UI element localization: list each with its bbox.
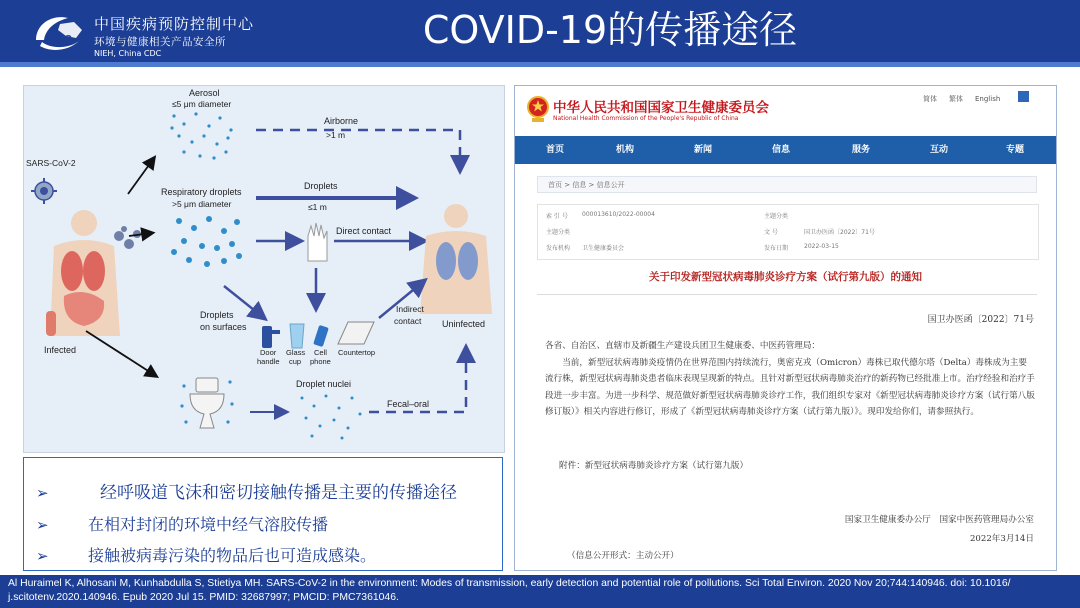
respiratory-droplet-particles xyxy=(171,216,242,267)
key-point-text: 在相对封闭的环境中经气溶胶传播 xyxy=(88,515,329,534)
org-name-en: NIEH, China CDC xyxy=(94,49,162,58)
key-point-1 xyxy=(36,478,457,503)
glass-label-1: Glass xyxy=(286,348,306,357)
disclosure-form: （信息公开形式：主动公开） xyxy=(567,551,679,561)
infected-person-icon xyxy=(46,210,141,336)
key-point-text: 接触被病毒污染的物品后也可造成感染。 xyxy=(88,546,377,565)
logo-text: CDC xyxy=(50,34,72,45)
document-title: 关于印发新型冠状病毒肺炎诊疗方案（试行第九版）的通知 xyxy=(649,271,922,283)
nav-topics[interactable]: 专题 xyxy=(1005,145,1025,155)
direct-contact-label: Direct contact xyxy=(336,226,392,236)
aerosol-particles xyxy=(170,112,232,159)
nav-information[interactable]: 信息 xyxy=(771,145,791,155)
infected-label: Infected xyxy=(44,345,77,355)
surfaces-label-2: on surfaces xyxy=(200,322,247,332)
resp-droplets-size-label: >5 μm diameter xyxy=(172,199,232,209)
attachment-link[interactable]: 附件：新型冠状病毒肺炎诊疗方案（试行第九版） xyxy=(559,461,749,471)
divider xyxy=(537,294,1037,295)
nhc-name-cn: 中华人民共和国国家卫生健康委员会 xyxy=(553,100,769,116)
national-emblem-icon xyxy=(527,94,549,124)
key-points-box xyxy=(23,457,503,571)
key-point-text: 经呼吸道飞沫和密切接触传播是主要的传播途径 xyxy=(100,483,457,503)
to-aerosol-arrow xyxy=(128,158,154,194)
nav-services[interactable]: 服务 xyxy=(851,145,871,155)
toplink-traditional[interactable]: 繁体 xyxy=(949,95,963,103)
body-paragraph: 当前，新型冠状病毒肺炎疫情仍在世界范围内持续流行，奥密克戎（Omicron）毒株已取代德尔塔（Delta）毒株成为主要流行株，新型冠状病毒肺炎患者临床表现呈现新的特点。且针对新型冠状病毒肺炎治疗的新药物已经批准上市。治疗经验和治疗手段进一步丰富。为进一步科学、规范做好新型冠状病毒肺炎诊疗工作，我们组织专家对《新型冠状病毒肺炎诊疗方案（试行第八版修订版）》相关内容进行修订，形成了《新型冠状病毒肺炎诊疗方案（试行第九版）》。现印发给你们，请参照执行。 xyxy=(545,357,1035,417)
citation-text: Al Huraimel K, Alhosani M, Kunhabdulla S, Stietiya MH. SARS-CoV-2 in the environment: Modes of transmission, early detection and potential role of pollutions. Sci Total Environ. 2020 Nov 20;744:140946. doi: 10.1016/ j.scitotenv.2020.140946. Epub 2020 Jul 15. PMID: 32687997; PMCID: PMC7361046. xyxy=(8,578,1011,603)
countertop-icon xyxy=(338,322,374,344)
issuing-office: 国家卫生健康委办公厅 国家中医药管理局办公室 xyxy=(844,515,1034,525)
header-band xyxy=(0,62,1080,67)
document-body xyxy=(545,338,1035,421)
nav-home[interactable]: 首页 xyxy=(545,145,565,155)
surfaces-label-1: Droplets xyxy=(200,310,234,320)
hand-icon xyxy=(308,223,327,261)
meta-docno-value: 国卫办医函〔2022〕71号 xyxy=(804,229,875,236)
meta-date-value: 2022-03-15 xyxy=(804,243,839,250)
door-label-2: handle xyxy=(257,357,280,366)
glass-label-2: cup xyxy=(289,357,302,366)
cell-label-1: Cell xyxy=(314,348,327,357)
to-fecal-arrow xyxy=(86,331,156,376)
top-links xyxy=(923,94,1012,104)
transmission-diagram xyxy=(23,85,505,453)
document-metadata xyxy=(537,204,1039,260)
meta-index-label: 索 引 号 xyxy=(546,213,568,220)
indirect-contact-label-2: contact xyxy=(394,316,422,326)
indirect-contact-label-1: Indirect xyxy=(396,304,424,314)
door-handle-icon xyxy=(262,326,280,348)
key-point-2 xyxy=(36,512,328,535)
glass-cup-icon xyxy=(290,324,304,348)
droplet-nuclei-particles xyxy=(301,395,362,440)
resp-droplets-label: Respiratory droplets xyxy=(161,187,242,197)
bullet-arrow-icon: ➢ xyxy=(36,547,49,565)
accessibility-icon[interactable] xyxy=(1018,91,1029,102)
uninfected-label: Uninfected xyxy=(442,319,486,329)
virus-icon xyxy=(31,178,57,204)
aerosol-size-label: ≤5 μm diameter xyxy=(172,99,232,109)
meta-docno-label: 文 号 xyxy=(764,229,778,236)
bullet-arrow-icon: ➢ xyxy=(36,484,49,502)
toplink-english[interactable]: English xyxy=(975,95,1001,103)
aerosol-label: Aerosol xyxy=(189,88,220,98)
salutation: 各省、自治区、直辖市及新疆生产建设兵团卫生健康委、中医药管理局： xyxy=(545,341,821,351)
airborne-distance-label: >1 m xyxy=(326,130,346,140)
breadcrumb[interactable]: 首页 > 信息 > 信息公开 xyxy=(537,176,1037,193)
countertop-label: Countertop xyxy=(338,348,376,357)
nhc-nav-bar xyxy=(515,136,1056,164)
virus-label: SARS-CoV-2 xyxy=(26,158,76,168)
airborne-label: Airborne xyxy=(324,116,359,126)
meta-date-label: 发布日期 xyxy=(764,245,789,252)
transmission-diagram-svg xyxy=(24,86,504,452)
bullet-arrow-icon: ➢ xyxy=(36,516,49,534)
nhc-name-en: National Health Commission of the People's Republic of China xyxy=(553,115,739,122)
toilet-icon xyxy=(180,378,233,428)
nuclei-label: Droplet nuclei xyxy=(296,379,352,389)
citation-footer xyxy=(0,575,1080,608)
meta-subject-label: 主题分类 xyxy=(764,213,789,220)
droplets-label: Droplets xyxy=(304,181,338,191)
meta-category-label: 主题分类 xyxy=(546,229,571,236)
org-subname: 环境与健康相关产品安全所 xyxy=(94,36,226,48)
toplink-simplified[interactable]: 简体 xyxy=(923,95,937,103)
org-name-cn: 中国疾病预防控制中心 xyxy=(94,15,255,33)
issue-date: 2022年3月14日 xyxy=(969,534,1034,544)
meta-issuer-label: 发布机构 xyxy=(546,245,571,252)
door-label-1: Door xyxy=(260,348,277,357)
fecal-oral-label: Fecal–oral xyxy=(387,399,430,409)
cell-label-2: phone xyxy=(310,357,331,366)
cell-phone-icon xyxy=(313,325,329,347)
key-point-3 xyxy=(36,543,376,566)
meta-issuer-value: 卫生健康委员会 xyxy=(582,245,625,252)
droplets-distance-label: ≤1 m xyxy=(308,202,327,212)
airborne-arrow xyxy=(256,130,460,170)
nav-interaction[interactable]: 互动 xyxy=(929,145,949,155)
nav-organization[interactable]: 机构 xyxy=(615,145,635,155)
document-number: 国卫办医函〔2022〕71号 xyxy=(927,315,1034,325)
slide-header xyxy=(0,0,1080,67)
nav-news[interactable]: 新闻 xyxy=(693,145,713,155)
uninfected-person-icon xyxy=(420,204,492,314)
china-cdc-logo-icon xyxy=(30,10,86,56)
nhc-notice-screenshot xyxy=(514,85,1057,571)
slide-title: COVID-19的传播途径 xyxy=(422,8,798,52)
meta-index-value: 000013610/2022-00004 xyxy=(582,211,655,218)
